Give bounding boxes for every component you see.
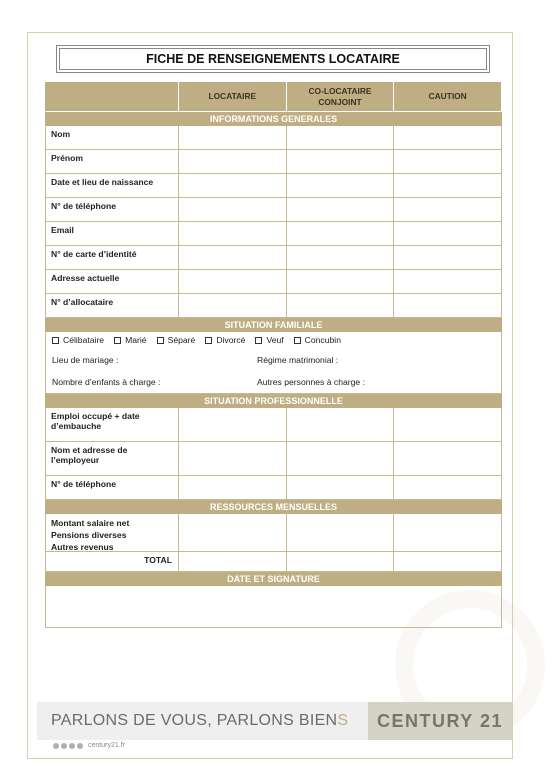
general-label: Prénom (45, 150, 179, 174)
header-cotenant: CO-LOCATAIRE CONJOINT (287, 82, 395, 112)
general-row (45, 270, 502, 294)
youtube-icon[interactable] (69, 743, 75, 749)
checkbox-icon[interactable] (255, 337, 262, 344)
instagram-icon[interactable] (77, 743, 83, 749)
resources-guarantor-cell[interactable] (394, 514, 502, 552)
signature-area[interactable] (45, 586, 502, 628)
social-bar (53, 742, 125, 749)
general-tenant-cell[interactable] (179, 294, 287, 318)
wedding-place-field[interactable]: Lieu de mariage : (52, 354, 119, 365)
family-option[interactable] (294, 335, 341, 345)
general-tenant-cell[interactable] (179, 150, 287, 174)
pro-label: Nom et adresse de l’employeur (45, 442, 179, 476)
general-tenant-cell[interactable] (179, 270, 287, 294)
general-row (45, 198, 502, 222)
general-tenant-cell[interactable] (179, 198, 287, 222)
family-line-1 (45, 348, 502, 371)
general-tenant-cell[interactable] (179, 222, 287, 246)
header-empty (45, 82, 179, 112)
general-cotenant-cell[interactable] (287, 246, 395, 270)
checkbox-icon[interactable] (52, 337, 59, 344)
resources-label-other: Autres revenus (51, 542, 114, 552)
general-cotenant-cell[interactable] (287, 198, 395, 222)
general-tenant-cell[interactable] (179, 174, 287, 198)
pro-tenant-cell[interactable] (179, 442, 287, 476)
general-label: Email (45, 222, 179, 246)
regime-field[interactable]: Régime matrimonial : (257, 354, 339, 365)
total-guarantor-cell[interactable] (394, 552, 502, 572)
pro-tenant-cell[interactable] (179, 476, 287, 500)
pro-guarantor-cell[interactable] (394, 476, 502, 500)
family-option[interactable] (114, 335, 147, 345)
brand-logo: CENTURY 21 (368, 702, 512, 740)
pro-cotenant-cell[interactable] (287, 442, 395, 476)
pro-tenant-cell[interactable] (179, 408, 287, 442)
family-option-label: Séparé (167, 335, 196, 345)
general-label: N° d’allocataire (45, 294, 179, 318)
total-row (45, 552, 502, 572)
family-option[interactable] (52, 335, 104, 345)
general-row (45, 246, 502, 270)
general-row (45, 174, 502, 198)
resources-label-pensions: Pensions diverses (51, 530, 127, 540)
resources-labels (45, 514, 179, 552)
total-cotenant-cell[interactable] (287, 552, 395, 572)
general-label: N° de carte d’identité (45, 246, 179, 270)
family-option-label: Divorcé (216, 335, 246, 345)
website-link[interactable]: century21.fr (88, 742, 125, 749)
general-guarantor-cell[interactable] (394, 174, 502, 198)
general-cotenant-cell[interactable] (287, 270, 395, 294)
footer-banner (37, 702, 512, 740)
family-option[interactable] (255, 335, 283, 345)
general-label: Nom (45, 126, 179, 150)
general-guarantor-cell[interactable] (394, 198, 502, 222)
pro-guarantor-cell[interactable] (394, 442, 502, 476)
general-tenant-cell[interactable] (179, 246, 287, 270)
general-row (45, 294, 502, 318)
resources-label-salary: Montant salaire net (51, 518, 130, 528)
general-cotenant-cell[interactable] (287, 150, 395, 174)
pro-row (45, 442, 502, 476)
family-option-label: Marié (125, 335, 147, 345)
header-guarantor: CAUTION (394, 82, 502, 112)
family-line-2 (45, 371, 502, 394)
general-guarantor-cell[interactable] (394, 150, 502, 174)
family-option[interactable] (205, 335, 245, 345)
section-resources: RESSOURCES MENSUELLES (45, 500, 502, 514)
others-field[interactable]: Autres personnes à charge : (257, 377, 365, 387)
general-guarantor-cell[interactable] (394, 294, 502, 318)
general-guarantor-cell[interactable] (394, 126, 502, 150)
general-cotenant-cell[interactable] (287, 222, 395, 246)
checkbox-icon[interactable] (294, 337, 301, 344)
total-tenant-cell[interactable] (179, 552, 287, 572)
tenant-form (45, 82, 502, 628)
pro-label: Emploi occupé + date d’embauche (45, 408, 179, 442)
pro-cotenant-cell[interactable] (287, 476, 395, 500)
general-guarantor-cell[interactable] (394, 246, 502, 270)
checkbox-icon[interactable] (205, 337, 212, 344)
footer-slogan (37, 712, 368, 730)
general-cotenant-cell[interactable] (287, 126, 395, 150)
section-general: INFORMATIONS GENERALES (45, 112, 502, 126)
general-label: N° de téléphone (45, 198, 179, 222)
general-row (45, 222, 502, 246)
resources-cotenant-cell[interactable] (287, 514, 395, 552)
family-option-label: Veuf (266, 335, 284, 345)
family-option[interactable] (157, 335, 196, 345)
children-field[interactable]: Nombre d’enfants à charge : (52, 377, 161, 387)
general-label: Adresse actuelle (45, 270, 179, 294)
total-label: TOTAL (45, 552, 179, 572)
pro-label: N° de téléphone (45, 476, 179, 500)
checkbox-icon[interactable] (157, 337, 164, 344)
pro-rows (45, 408, 502, 500)
facebook-icon[interactable] (53, 743, 59, 749)
slogan-accent: S (337, 712, 349, 729)
section-family: SITUATION FAMILIALE (45, 318, 502, 332)
section-signature: DATE ET SIGNATURE (45, 572, 502, 586)
resources-tenant-cell[interactable] (179, 514, 287, 552)
general-tenant-cell[interactable] (179, 126, 287, 150)
general-cotenant-cell[interactable] (287, 174, 395, 198)
column-header-row (45, 82, 502, 112)
general-guarantor-cell[interactable] (394, 270, 502, 294)
header-tenant: LOCATAIRE (179, 82, 287, 112)
pro-row (45, 476, 502, 500)
general-rows (45, 126, 502, 318)
general-label: Date et lieu de naissance (45, 174, 179, 198)
title-box (56, 45, 490, 73)
general-guarantor-cell[interactable] (394, 222, 502, 246)
pro-row (45, 408, 502, 442)
slogan-text: PARLONS DE VOUS, PARLONS BIEN (51, 712, 338, 729)
family-options (45, 332, 502, 348)
pro-cotenant-cell[interactable] (287, 408, 395, 442)
general-cotenant-cell[interactable] (287, 294, 395, 318)
form-title: FICHE DE RENSEIGNEMENTS LOCATAIRE (59, 48, 487, 70)
pro-guarantor-cell[interactable] (394, 408, 502, 442)
family-option-label: Célibataire (63, 335, 105, 345)
twitter-icon[interactable] (61, 743, 67, 749)
checkbox-icon[interactable] (114, 337, 121, 344)
resources-row (45, 514, 502, 552)
general-row (45, 126, 502, 150)
section-professional: SITUATION PROFESSIONNELLE (45, 394, 502, 408)
general-row (45, 150, 502, 174)
family-option-label: Concubin (304, 335, 341, 345)
